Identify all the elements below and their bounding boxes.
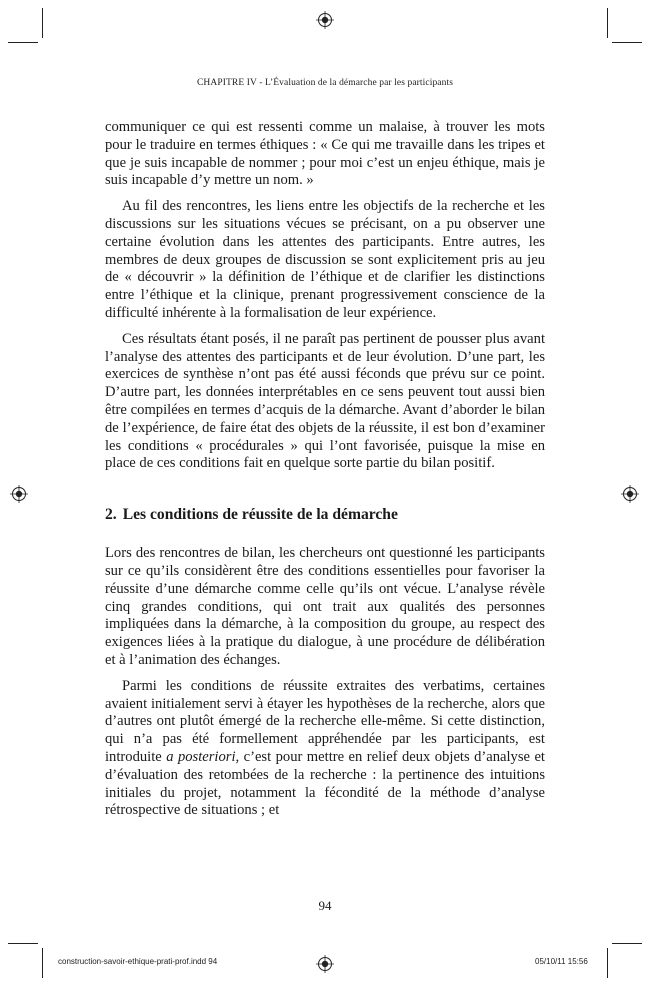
crop-mark-top-left-v <box>42 8 43 38</box>
paragraph-5-italic: a posteriori, <box>166 748 240 765</box>
paragraph-1: communiquer ce qui est ressenti comme un malaise, à trouver les mots pour le traduire en termes éthiques : « Ce qui me travaille dans les tripes et que je suis incapable de nommer ; pour moi c’est un enjeu éthique, mais je suis incapable d’y mettre un nom. » <box>105 119 545 189</box>
paragraph-3: Ces résultats étant posés, il ne paraît pas pertinent de pousser plus avant l’analyse des attentes des participants et de leur évolution. D’une part, les exercices de synthèse n’ont pas été aussi féconds que prévu sur ce point. D’autre part, les données interprétables en ce sens peuvent tout aussi bien être compilées en termes d’acquis de la démarche. Avant d’aborder le bilan de l’expérience, de faire état des objets de la réussite, il est bon d’examiner les conditions « procédurales » qui l’ont favorisée, puisque la mise en place de ces conditions fait en quelque sorte partie du bilan positif. <box>105 330 545 472</box>
paragraph-2: Au fil des rencontres, les liens entre les objectifs de la recherche et les discussions sur les situations vécues se précisant, on a pu observer une certaine évolution dans les attentes des participants. Entre autres, les membres de deux groupes de discussion se sont explicitement pris au jeu de « découvrir » la définition de l’éthique et de clarifier les distinctions entre l’éthique et la clinique, prenant progressivement conscience de la difficulté inhérente à la formalisation de leur expérience. <box>105 198 545 321</box>
crop-mark-top-right-h <box>612 42 642 43</box>
crop-mark-bottom-right-h <box>612 943 642 944</box>
crop-mark-top-left-h <box>8 42 38 43</box>
registration-mark-bottom-icon <box>316 955 334 973</box>
section-heading <box>105 505 545 525</box>
crop-mark-top-right-v <box>607 8 608 38</box>
registration-mark-right-icon <box>621 485 639 503</box>
crop-mark-bottom-left-h <box>8 943 38 944</box>
crop-mark-bottom-right-v <box>607 948 608 978</box>
paragraph-5-start: Parmi les conditions de réussite extraites des verbatims, certaines avaient initialement servi à étayer les hypothèses de la recherche, alors que d’autres ont plutôt émergé de la recherche elle-même. Si cette distinction, qui n’a pas été formellement appréhendée par les participants, est introduite <box>105 677 545 765</box>
slug-timestamp: 05/10/11 15:56 <box>535 957 588 966</box>
paragraph-5 <box>105 678 545 820</box>
section-number: 2. <box>105 506 117 524</box>
page-number: 94 <box>318 898 332 913</box>
slug-filename: construction-savoir-ethique-prati-prof.indd 94 <box>58 957 218 966</box>
paragraph-5-end: c’est pour mettre en relief deux objets d’analyse et d’évaluation des retombées de la recherche : la pertinence des intuitions initiales du projet, notamment la fécondité de la méthode d’analyse rétrospective de situations ; et <box>105 748 545 819</box>
registration-mark-left-icon <box>10 485 28 503</box>
page-body <box>105 119 545 828</box>
paragraph-4: Lors des rencontres de bilan, les chercheurs ont questionné les participants sur ce qu’ils considèrent être des conditions essentielles pour favoriser la réussite d’une démarche comme celle qu’ils ont vécue. L’analyse révèle cinq grandes conditions, qui ont trait aux qualités des personnes impliquées dans la démarche, à la composition du groupe, au respect des exigences liées à la pratique du dialogue, à une procédure de délibération et à l’animation des échanges. <box>105 545 545 668</box>
crop-mark-bottom-left-v <box>42 948 43 978</box>
section-title: Les conditions de réussite de la démarche <box>122 506 398 524</box>
registration-mark-top-icon <box>316 11 334 29</box>
running-head: CHAPITRE IV - L’Évaluation de la démarche par les participants <box>196 78 454 88</box>
